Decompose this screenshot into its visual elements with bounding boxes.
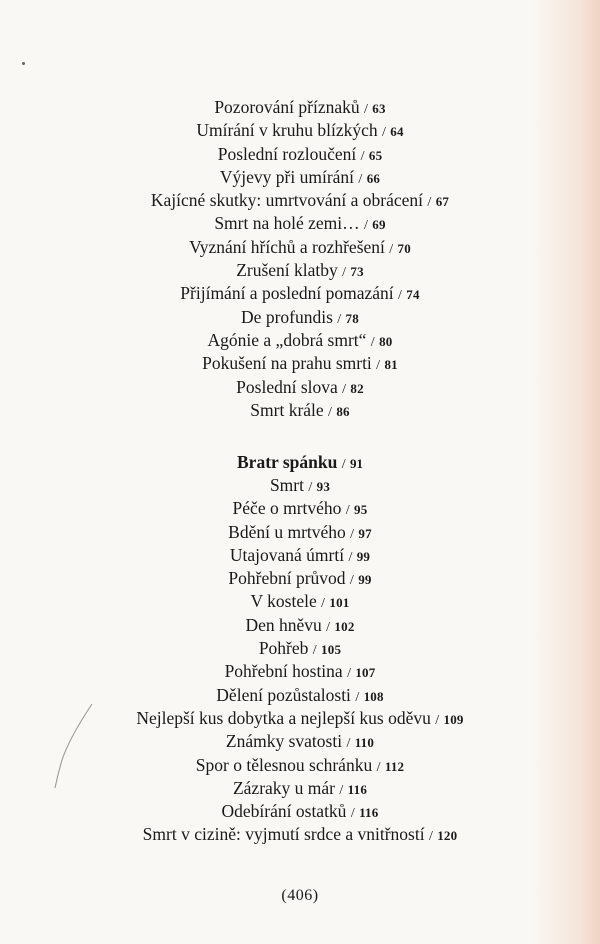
toc-entry bbox=[0, 119, 600, 142]
section-heading bbox=[0, 450, 600, 474]
toc-entry-page: 67 bbox=[435, 194, 450, 210]
toc-entry-title: Poslední slova bbox=[236, 376, 338, 397]
toc-entry-title: De profundis bbox=[241, 306, 333, 327]
separator: / bbox=[376, 759, 381, 775]
separator: / bbox=[348, 549, 353, 565]
toc-entry-page: 73 bbox=[350, 264, 364, 280]
toc-entry-title: Umírání v kruhu blízkých bbox=[196, 120, 378, 141]
separator: / bbox=[428, 829, 433, 845]
toc-entry-page: 74 bbox=[406, 287, 420, 303]
toc-entry-page: 65 bbox=[368, 147, 383, 163]
separator: / bbox=[342, 381, 347, 397]
toc-entry bbox=[0, 707, 600, 730]
toc-entry-page: 80 bbox=[379, 333, 393, 349]
toc-entry-page: 116 bbox=[359, 805, 379, 821]
toc-entry-title: Poslední rozloučení bbox=[217, 143, 357, 164]
toc-entry bbox=[0, 800, 600, 823]
toc-entry-title: Odebírání ostatků bbox=[221, 801, 347, 822]
toc-entry-title: Pohřeb bbox=[258, 638, 309, 659]
toc-entry bbox=[0, 306, 600, 329]
separator: / bbox=[342, 265, 347, 281]
toc-entry-page: 101 bbox=[329, 595, 350, 611]
separator: / bbox=[349, 573, 354, 589]
toc-entry bbox=[0, 754, 600, 777]
toc-entry-page: 102 bbox=[334, 618, 355, 634]
separator: / bbox=[337, 311, 342, 327]
toc-entry-page: 69 bbox=[372, 217, 386, 233]
toc-entry-page: 112 bbox=[384, 758, 405, 774]
separator: / bbox=[321, 596, 326, 612]
table-of-contents-part-2 bbox=[0, 474, 600, 847]
separator: / bbox=[370, 334, 375, 350]
toc-entry bbox=[0, 96, 600, 119]
toc-entry-title: Vyznání hříchů a rozhřešení bbox=[189, 236, 385, 257]
toc-entry-title: V kostele bbox=[250, 591, 317, 612]
toc-entry bbox=[0, 474, 600, 497]
toc-entry-title: Smrt krále bbox=[250, 399, 324, 420]
toc-entry-title: Pozorování příznaků bbox=[214, 97, 360, 117]
toc-entry bbox=[0, 823, 600, 846]
toc-entry bbox=[0, 590, 600, 613]
toc-entry-page: 70 bbox=[397, 240, 411, 256]
toc-entry bbox=[0, 236, 600, 259]
toc-entry bbox=[0, 660, 600, 683]
separator: / bbox=[345, 503, 350, 519]
toc-entry-page: 93 bbox=[316, 479, 331, 494]
toc-entry bbox=[0, 521, 600, 544]
toc-entry-page: 95 bbox=[354, 502, 368, 518]
separator: / bbox=[360, 148, 365, 164]
toc-entry-title: Zázraky u már bbox=[232, 777, 335, 798]
section-title: Bratr spánku bbox=[237, 452, 338, 472]
separator: / bbox=[350, 806, 355, 822]
toc-entry-page: 107 bbox=[355, 665, 376, 681]
toc-entry-page: 82 bbox=[350, 380, 364, 396]
separator: / bbox=[350, 526, 355, 542]
separator: / bbox=[312, 643, 317, 659]
toc-entry-page: 64 bbox=[390, 124, 404, 140]
toc-entry-title: Smrt v cizině: vyjmutí srdce a vnitřností bbox=[142, 824, 425, 845]
toc-entry-title: Kajícné skutky: umrtvování a obrácení bbox=[150, 190, 424, 211]
separator: / bbox=[346, 736, 351, 752]
separator: / bbox=[398, 288, 402, 304]
toc-entry-page: 66 bbox=[366, 170, 381, 186]
toc-entry-title: Péče o mrtvého bbox=[232, 498, 342, 519]
toc-entry-page: 78 bbox=[345, 310, 359, 326]
toc-entry-page: 110 bbox=[354, 735, 375, 751]
toc-entry-title: Zrušení klatby bbox=[236, 260, 338, 281]
separator: / bbox=[358, 171, 363, 187]
toc-entry bbox=[0, 352, 600, 375]
toc-entry-title: Spor o tělesnou schránku bbox=[195, 754, 373, 775]
toc-entry-title: Utajovaná úmrtí bbox=[229, 544, 345, 565]
toc-entry-title: Pohřební průvod bbox=[228, 568, 346, 589]
toc-entry bbox=[0, 567, 600, 590]
section-page-number: 91 bbox=[349, 456, 363, 471]
toc-entry bbox=[0, 282, 600, 305]
toc-entry-page: 81 bbox=[384, 357, 398, 373]
separator: / bbox=[364, 102, 368, 117]
toc-entry bbox=[0, 614, 600, 637]
separator: / bbox=[427, 195, 432, 211]
toc-entry bbox=[0, 637, 600, 660]
toc-entry-page: 97 bbox=[358, 525, 372, 541]
toc-entry bbox=[0, 730, 600, 753]
separator: / bbox=[381, 125, 386, 141]
toc-entry bbox=[0, 166, 600, 189]
toc-entry bbox=[0, 497, 600, 520]
separator: / bbox=[389, 241, 394, 257]
toc-entry-title: Výjevy při umírání bbox=[219, 166, 355, 187]
toc-entry-page: 105 bbox=[321, 642, 342, 658]
toc-entry-page: 99 bbox=[356, 548, 371, 564]
toc-entry bbox=[0, 777, 600, 800]
toc-entry-title: Smrt na holé zemi… bbox=[214, 213, 360, 234]
toc-entry-title: Přijímání a poslední pomazání bbox=[180, 283, 394, 304]
separator: / bbox=[364, 218, 368, 234]
toc-entry-title: Známky svatosti bbox=[225, 731, 343, 752]
toc-entry-title: Bdění u mrtvého bbox=[228, 521, 346, 542]
toc-entry bbox=[0, 329, 600, 352]
separator: / bbox=[308, 480, 313, 495]
separator: / bbox=[328, 404, 332, 420]
paper-speck bbox=[22, 62, 25, 65]
toc-entry-title: Nejlepší kus dobytka a nejlepší kus oděvu bbox=[136, 707, 431, 728]
toc-entry-title: Pohřební hostina bbox=[224, 661, 343, 682]
toc-entry bbox=[0, 684, 600, 707]
separator: / bbox=[355, 689, 360, 705]
toc-entry bbox=[0, 399, 600, 422]
separator: / bbox=[339, 782, 344, 798]
toc-entry bbox=[0, 143, 600, 166]
toc-entry-title: Dělení pozůstalosti bbox=[216, 684, 351, 705]
table-of-contents-part-1 bbox=[0, 96, 600, 422]
toc-entry-page: 109 bbox=[443, 711, 464, 727]
separator: / bbox=[376, 358, 381, 374]
toc-entry bbox=[0, 189, 600, 212]
toc-entry-page: 86 bbox=[336, 403, 350, 419]
toc-entry-page: 116 bbox=[347, 781, 368, 797]
toc-entry bbox=[0, 376, 600, 399]
separator: / bbox=[341, 457, 346, 472]
toc-entry bbox=[0, 212, 600, 235]
toc-entry-title: Pokušení na prahu smrti bbox=[202, 353, 372, 374]
toc-entry-page: 120 bbox=[437, 828, 458, 844]
toc-entry-title: Agónie a „dobrá smrt“ bbox=[207, 329, 367, 350]
separator: / bbox=[326, 619, 331, 635]
separator: / bbox=[435, 712, 440, 728]
toc-entry-title: Smrt bbox=[269, 475, 304, 495]
page-number: (406) bbox=[281, 887, 319, 904]
toc-entry bbox=[0, 544, 600, 567]
separator: / bbox=[347, 666, 351, 682]
toc-entry-page: 108 bbox=[363, 688, 384, 704]
toc-entry bbox=[0, 259, 600, 282]
toc-entry-page: 63 bbox=[372, 101, 386, 116]
toc-entry-page: 99 bbox=[358, 572, 372, 588]
toc-entry-title: Den hněvu bbox=[245, 614, 322, 635]
